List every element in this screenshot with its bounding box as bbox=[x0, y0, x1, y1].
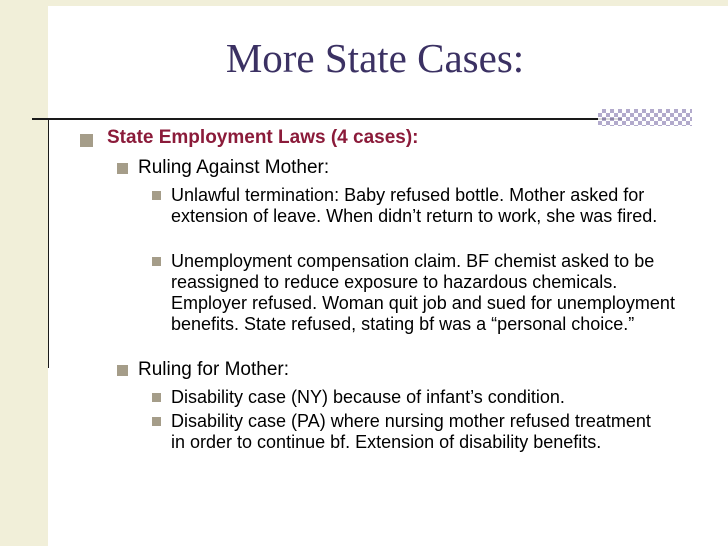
case-text: Unemployment compensation claim. BF chemist asked to be reassigned to reduce exposure to hazardous chemicals. Employer refused. Woman quit job and sued for unemployment benefits. State refused, stating bf was a “personal choice.” bbox=[171, 251, 675, 334]
group-label-for: Ruling for Mother: bbox=[138, 359, 290, 380]
bullet-level2 bbox=[138, 156, 658, 179]
square-bullet-icon bbox=[80, 134, 93, 147]
bullet-level2 bbox=[138, 358, 658, 381]
square-bullet-icon bbox=[117, 163, 128, 174]
section-heading: State Employment Laws (4 cases): bbox=[107, 127, 419, 148]
bullet-level3 bbox=[171, 411, 661, 453]
square-bullet-icon bbox=[152, 393, 161, 402]
slide-title: More State Cases: bbox=[225, 35, 525, 81]
square-bullet-icon bbox=[117, 365, 128, 376]
square-bullet-icon bbox=[152, 191, 161, 200]
bullet-level3 bbox=[171, 251, 686, 335]
square-bullet-icon bbox=[152, 257, 161, 266]
bullet-level3 bbox=[171, 185, 659, 227]
case-text: Unlawful termination: Baby refused bottle. Mother asked for extension of leave. When didn’t return to work, she was fired. bbox=[171, 185, 658, 226]
case-text: Disability case (PA) where nursing mother refused treatment in order to continue bf. Extension of disability benefits. bbox=[171, 411, 651, 452]
bullet-level1 bbox=[107, 126, 667, 149]
bullet-level3 bbox=[171, 387, 681, 408]
group-label-against: Ruling Against Mother: bbox=[138, 157, 330, 178]
square-bullet-icon bbox=[152, 417, 161, 426]
case-text: Disability case (NY) because of infant’s condition. bbox=[171, 387, 565, 407]
